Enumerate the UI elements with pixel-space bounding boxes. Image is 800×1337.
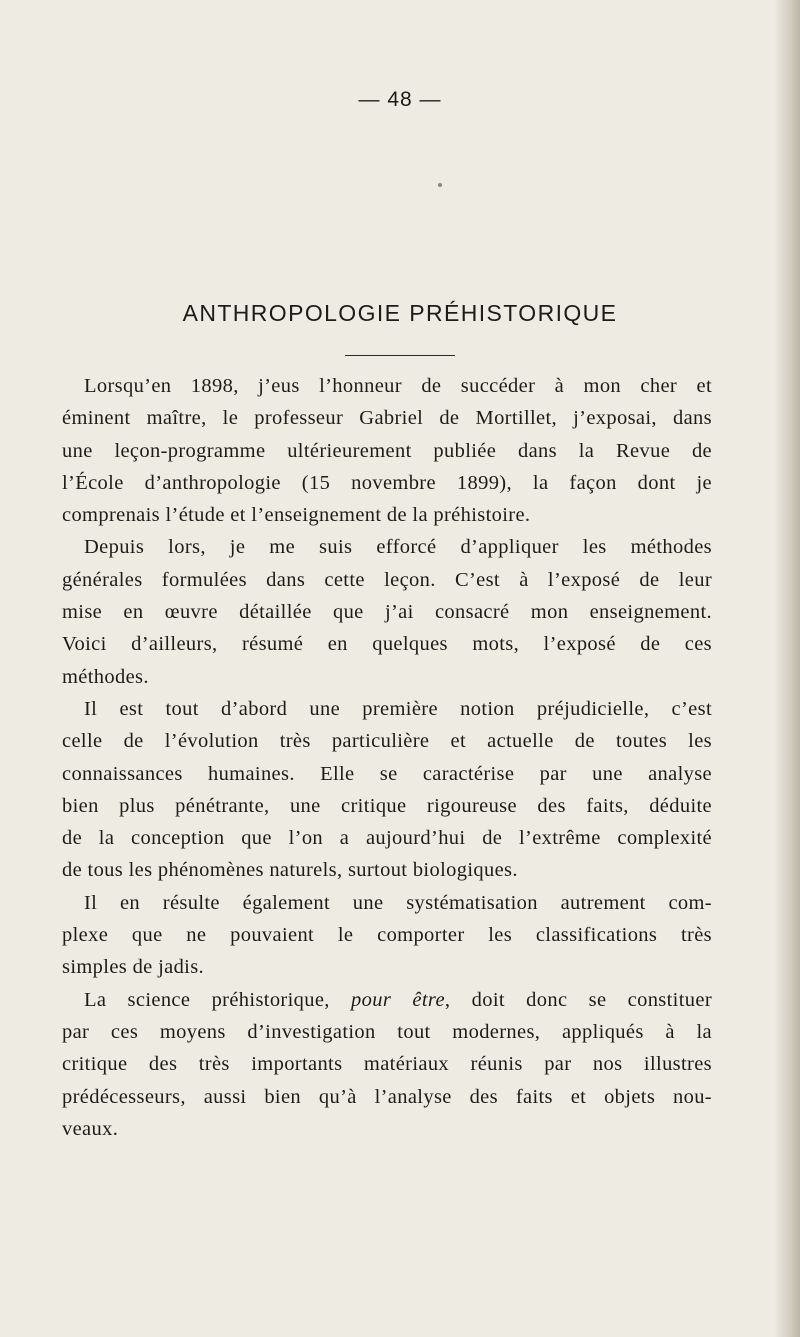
- body-text: [62, 370, 712, 1145]
- text-line: une leçon-programme ultérieurement publiée dans la Revue de: [62, 439, 712, 462]
- text-line: connaissances humaines. Elle se caractérise par une analyse: [62, 762, 712, 785]
- text-line: prédécesseurs, aussi bien qu’à l’analyse des faits et objets nou-: [62, 1085, 712, 1108]
- text-run: , doit donc se constituer: [444, 988, 712, 1011]
- text-line: éminent maître, le professeur Gabriel de Mortillet, j’exposai, dans: [62, 407, 712, 430]
- text-line: Voici d’ailleurs, résumé en quelques mots, l’exposé de ces: [62, 633, 712, 656]
- text-line: l’École d’anthropologie (15 novembre 1899), la façon dont je: [62, 471, 712, 494]
- text-line: comprenais l’étude et l’enseignement de la préhistoire.: [62, 504, 531, 527]
- text-line: critique des très importants matériaux réunis par nos illustres: [62, 1053, 712, 1076]
- paragraph-5: [62, 984, 712, 1145]
- ink-speck: [438, 183, 442, 187]
- text-line: Lorsqu’en 1898, j’eus l’honneur de succéder à mon cher et: [84, 375, 712, 397]
- text-line: Il en résulte également une systématisation autrement com-: [84, 891, 712, 914]
- italic-phrase: pour être: [351, 988, 445, 1011]
- text-line: veaux.: [62, 1117, 119, 1140]
- text-line: [62, 984, 712, 1016]
- text-line: générales formulées dans cette leçon. C’est à l’exposé de leur: [62, 568, 712, 591]
- text-run: La science préhistorique,: [84, 988, 352, 1011]
- page-number: — 48 —: [358, 88, 442, 111]
- text-line: par ces moyens d’investigation tout modernes, appliqués à la: [62, 1020, 712, 1043]
- paragraph-4: [62, 887, 712, 984]
- paragraph-2: [62, 531, 712, 692]
- text-line: bien plus pénétrante, une critique rigoureuse des faits, déduite: [62, 794, 712, 817]
- title-divider: [345, 355, 455, 356]
- page-edge-shadow: [774, 0, 800, 1337]
- chapter-title: ANTHROPOLOGIE PRÉHISTORIQUE: [182, 300, 618, 327]
- text-line: simples de jadis.: [62, 956, 205, 979]
- paragraph-3: [62, 693, 712, 887]
- text-line: celle de l’évolution très particulière et actuelle de toutes les: [62, 730, 712, 753]
- text-line: de tous les phénomènes naturels, surtout biologiques.: [62, 859, 518, 882]
- text-line: de la conception que l’on a aujourd’hui de l’extrême complexité: [62, 827, 712, 850]
- text-line: plexe que ne pouvaient le comporter les classifications très: [62, 924, 712, 947]
- paragraph-1: [62, 370, 712, 531]
- text-line: Il est tout d’abord une première notion préjudicielle, c’est: [84, 697, 712, 720]
- text-line: méthodes.: [62, 665, 149, 688]
- text-line: mise en œuvre détaillée que j’ai consacré mon enseignement.: [62, 601, 712, 624]
- text-line: Depuis lors, je me suis efforcé d’appliquer les méthodes: [84, 536, 712, 559]
